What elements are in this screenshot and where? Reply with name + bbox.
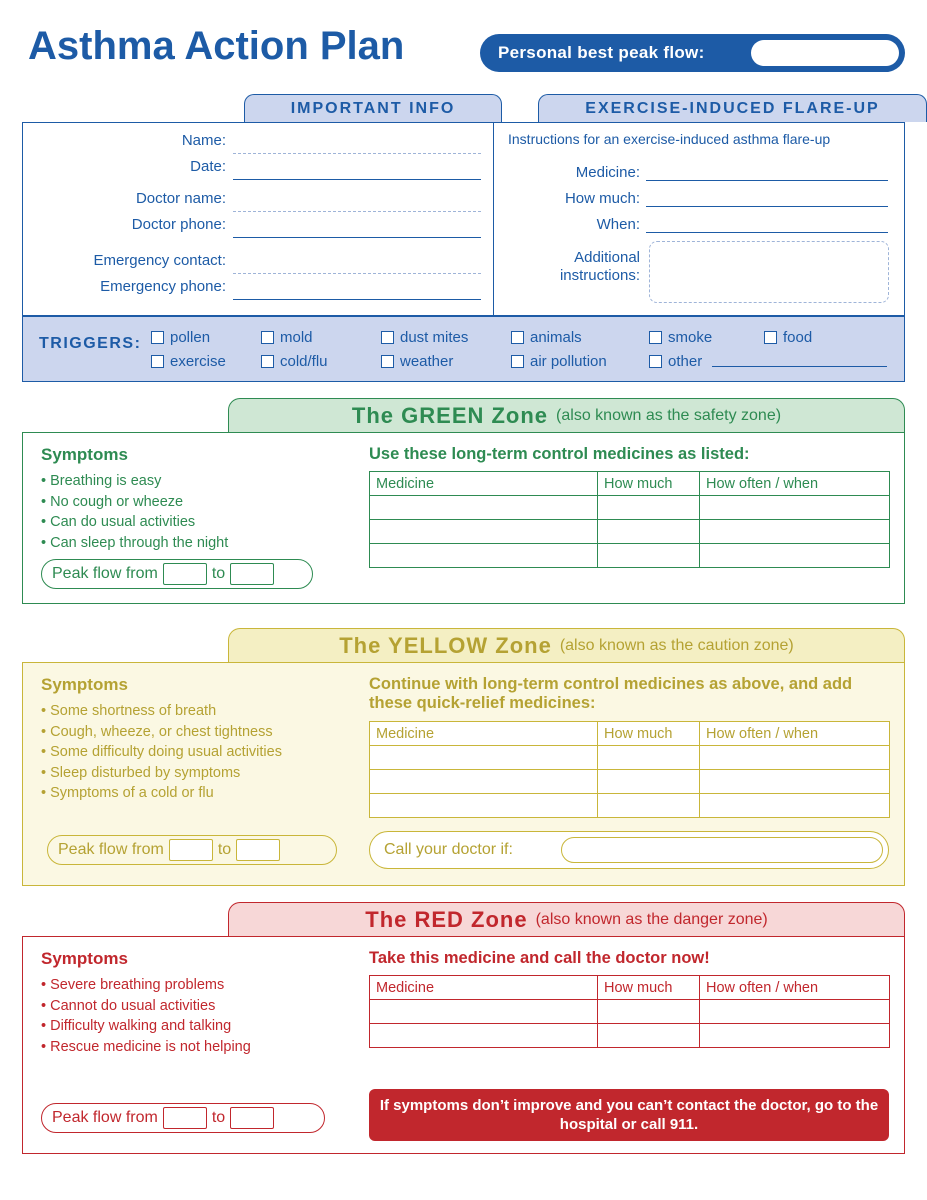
red-medicine-table bbox=[369, 975, 890, 1048]
red-zone-body bbox=[22, 936, 905, 1154]
exercise-additional-input[interactable] bbox=[649, 241, 889, 303]
personal-best-input[interactable] bbox=[751, 40, 899, 66]
field-emergency-phone-input[interactable] bbox=[233, 273, 481, 300]
green-zone-subtitle: (also known as the safety zone) bbox=[556, 406, 782, 424]
trigger-cold-flu-label: cold/flu bbox=[280, 352, 328, 370]
red-zone-title: The RED Zone bbox=[365, 906, 528, 932]
field-name-input[interactable] bbox=[233, 127, 481, 154]
col-medicine: Medicine bbox=[370, 976, 598, 1000]
field-doctor-name[interactable] bbox=[23, 185, 493, 211]
trigger-animals-label: animals bbox=[530, 328, 582, 346]
page-title: Asthma Action Plan bbox=[28, 24, 405, 68]
yellow-zone-tab bbox=[228, 628, 905, 662]
table-header-row bbox=[370, 472, 890, 496]
yellow-call-doctor-label: Call your doctor if: bbox=[384, 841, 513, 858]
red-peak-to-label: to bbox=[211, 1109, 226, 1126]
exercise-medicine[interactable] bbox=[494, 157, 904, 181]
trigger-weather[interactable] bbox=[381, 353, 511, 370]
trigger-dust-mites[interactable] bbox=[381, 329, 511, 346]
list-item: • Some difficulty doing usual activities bbox=[41, 744, 282, 760]
field-doctor-name-label: Doctor name: bbox=[135, 189, 226, 207]
field-emergency-contact-input[interactable] bbox=[233, 247, 481, 274]
list-item: • Breathing is easy bbox=[41, 473, 162, 489]
list-item: • Difficulty walking and talking bbox=[41, 1018, 232, 1034]
list-item: • Some shortness of breath bbox=[41, 703, 217, 719]
checkbox-icon[interactable] bbox=[261, 355, 274, 368]
title-row bbox=[22, 22, 905, 80]
red-zone bbox=[22, 902, 905, 1154]
red-emergency-alert-text: If symptoms don’t improve and you can’t contact the doctor, go to the hospital or call 911. bbox=[379, 1097, 879, 1133]
list-item: • Rescue medicine is not helping bbox=[41, 1038, 251, 1055]
exercise-when-input[interactable] bbox=[646, 214, 888, 233]
table-row[interactable] bbox=[370, 1000, 890, 1024]
list-item: • Symptoms of a cold or flu bbox=[41, 785, 214, 801]
green-peak-from-input[interactable] bbox=[163, 563, 207, 585]
trigger-food-label: food bbox=[783, 328, 813, 346]
checkbox-icon[interactable] bbox=[381, 331, 394, 344]
col-how-often: How often / when bbox=[700, 472, 890, 496]
table-row[interactable] bbox=[370, 544, 890, 568]
green-zone bbox=[22, 398, 905, 608]
green-zone-title: The GREEN Zone bbox=[351, 402, 549, 428]
col-medicine: Medicine bbox=[370, 472, 598, 496]
checkbox-icon[interactable] bbox=[151, 355, 164, 368]
trigger-weather-label: weather bbox=[400, 352, 454, 370]
triggers-section bbox=[22, 316, 905, 382]
green-peak-to-input[interactable] bbox=[230, 563, 274, 585]
triggers-grid bbox=[151, 325, 899, 373]
triggers-label: TRIGGERS: bbox=[39, 335, 142, 352]
green-medicine-heading: Use these long-term control medicines as listed: bbox=[369, 445, 750, 463]
col-how-much: How much bbox=[598, 976, 700, 1000]
exercise-tab-label: EXERCISE-INDUCED FLARE-UP bbox=[585, 99, 880, 117]
exercise-additional-label: Additional instructions: bbox=[559, 249, 640, 284]
red-peak-flow-label: Peak flow from bbox=[52, 1109, 158, 1126]
exercise-when-label: When: bbox=[596, 216, 640, 233]
trigger-mold-label: mold bbox=[280, 328, 313, 346]
personal-best-peak-flow bbox=[480, 34, 905, 72]
trigger-other-input[interactable] bbox=[712, 352, 887, 367]
field-emergency-contact[interactable] bbox=[23, 247, 493, 273]
trigger-other[interactable] bbox=[649, 353, 702, 370]
yellow-peak-from-input[interactable] bbox=[169, 839, 213, 861]
yellow-call-doctor bbox=[369, 831, 889, 869]
table-row[interactable] bbox=[370, 1024, 890, 1048]
green-peak-to-label: to bbox=[211, 565, 226, 582]
exercise-howmuch[interactable] bbox=[494, 183, 904, 207]
trigger-animals[interactable] bbox=[511, 329, 649, 346]
trigger-smoke[interactable] bbox=[649, 329, 764, 346]
table-row[interactable] bbox=[370, 520, 890, 544]
col-how-much: How much bbox=[598, 722, 700, 746]
green-peak-flow bbox=[41, 559, 313, 589]
red-peak-flow bbox=[41, 1103, 325, 1133]
red-peak-from-input[interactable] bbox=[163, 1107, 207, 1129]
green-symptoms-list bbox=[41, 471, 228, 553]
exercise-panel bbox=[494, 122, 905, 316]
red-symptoms-title: Symptoms bbox=[41, 949, 128, 968]
list-item: • Sleep disturbed by symptoms bbox=[41, 764, 241, 781]
exercise-medicine-input[interactable] bbox=[646, 162, 888, 181]
trigger-pollen[interactable] bbox=[151, 329, 261, 346]
field-doctor-phone[interactable] bbox=[23, 211, 493, 237]
checkbox-icon[interactable] bbox=[511, 331, 524, 344]
yellow-call-doctor-input[interactable] bbox=[561, 837, 883, 863]
field-doctor-phone-input[interactable] bbox=[233, 211, 481, 238]
exercise-intro: Instructions for an exercise-induced asthma flare-up bbox=[508, 131, 831, 147]
trigger-pollen-label: pollen bbox=[170, 328, 211, 346]
trigger-other-label: other bbox=[668, 352, 703, 370]
trigger-air-pollution[interactable] bbox=[511, 353, 649, 370]
table-row[interactable] bbox=[370, 746, 890, 770]
col-how-much: How much bbox=[598, 472, 700, 496]
list-item: • Cough, wheeze, or chest tightness bbox=[41, 723, 273, 740]
field-date-input[interactable] bbox=[233, 153, 481, 180]
field-name-label: Name: bbox=[181, 131, 226, 149]
field-emergency-contact-label: Emergency contact: bbox=[93, 251, 226, 269]
trigger-dust-mites-label: dust mites bbox=[400, 328, 469, 346]
field-doctor-name-input[interactable] bbox=[233, 185, 481, 212]
green-symptoms-title: Symptoms bbox=[41, 445, 128, 464]
field-date-label: Date: bbox=[190, 157, 226, 175]
red-zone-tab bbox=[228, 902, 905, 936]
table-row[interactable] bbox=[370, 794, 890, 818]
trigger-cold-flu[interactable] bbox=[261, 353, 381, 370]
yellow-peak-to-input[interactable] bbox=[236, 839, 280, 861]
exercise-howmuch-label: How much: bbox=[564, 190, 640, 207]
red-peak-to-input[interactable] bbox=[230, 1107, 274, 1129]
red-symptoms-list bbox=[41, 975, 251, 1057]
red-zone-subtitle: (also known as the danger zone) bbox=[535, 910, 768, 928]
field-name[interactable] bbox=[23, 127, 493, 153]
green-peak-flow-label: Peak flow from bbox=[52, 565, 158, 582]
yellow-peak-flow bbox=[47, 835, 337, 865]
field-date[interactable] bbox=[23, 153, 493, 179]
info-block bbox=[22, 94, 905, 382]
exercise-when[interactable] bbox=[494, 209, 904, 233]
checkbox-icon[interactable] bbox=[151, 331, 164, 344]
list-item: • No cough or wheeze bbox=[41, 493, 184, 510]
list-item: • Severe breathing problems bbox=[41, 977, 225, 993]
checkbox-icon[interactable] bbox=[649, 355, 662, 368]
green-zone-tab bbox=[228, 398, 905, 432]
triggers-row-2 bbox=[151, 349, 899, 373]
yellow-medicine-table bbox=[369, 721, 890, 818]
trigger-air-pollution-label: air pollution bbox=[530, 352, 607, 370]
red-medicine-heading: Take this medicine and call the doctor now! bbox=[369, 949, 710, 967]
checkbox-icon[interactable] bbox=[649, 331, 662, 344]
personal-best-label: Personal best peak flow: bbox=[498, 43, 705, 62]
checkbox-icon[interactable] bbox=[511, 355, 524, 368]
list-item: • Cannot do usual activities bbox=[41, 997, 216, 1014]
exercise-howmuch-input[interactable] bbox=[646, 188, 888, 207]
checkbox-icon[interactable] bbox=[261, 331, 274, 344]
trigger-mold[interactable] bbox=[261, 329, 381, 346]
field-doctor-phone-label: Doctor phone: bbox=[131, 215, 226, 233]
field-emergency-phone-label: Emergency phone: bbox=[100, 277, 226, 295]
trigger-food[interactable] bbox=[764, 329, 812, 346]
exercise-medicine-label: Medicine: bbox=[575, 164, 640, 181]
yellow-symptoms-title: Symptoms bbox=[41, 675, 128, 694]
table-row[interactable] bbox=[370, 496, 890, 520]
important-info-tab-label: IMPORTANT INFO bbox=[290, 99, 456, 117]
checkbox-icon[interactable] bbox=[381, 355, 394, 368]
yellow-zone-body bbox=[22, 662, 905, 886]
field-emergency-phone[interactable] bbox=[23, 273, 493, 299]
yellow-zone bbox=[22, 628, 905, 886]
important-info-tab bbox=[244, 94, 502, 122]
yellow-medicine-heading: Continue with long-term control medicines as above, and add these quick-relief medicines: bbox=[369, 675, 853, 712]
trigger-smoke-label: smoke bbox=[668, 328, 713, 346]
table-header-row bbox=[370, 976, 890, 1000]
col-how-often: How often / when bbox=[700, 976, 890, 1000]
trigger-exercise-label: exercise bbox=[170, 352, 226, 370]
green-medicine-table bbox=[369, 471, 890, 568]
checkbox-icon[interactable] bbox=[764, 331, 777, 344]
col-how-often: How often / when bbox=[700, 722, 890, 746]
yellow-zone-subtitle: (also known as the caution zone) bbox=[559, 636, 794, 654]
red-emergency-alert bbox=[369, 1089, 889, 1141]
yellow-peak-to-label: to bbox=[217, 841, 232, 858]
yellow-peak-flow-label: Peak flow from bbox=[58, 841, 164, 858]
yellow-symptoms-list bbox=[41, 701, 282, 804]
list-item: • Can sleep through the night bbox=[41, 534, 229, 551]
important-info-panel bbox=[22, 122, 494, 316]
green-zone-body bbox=[22, 432, 905, 604]
col-medicine: Medicine bbox=[370, 722, 598, 746]
exercise-tab bbox=[538, 94, 927, 122]
list-item: • Can do usual activities bbox=[41, 514, 196, 530]
triggers-row-1 bbox=[151, 325, 899, 349]
trigger-exercise[interactable] bbox=[151, 353, 261, 370]
yellow-zone-title: The YELLOW Zone bbox=[339, 632, 552, 658]
table-row[interactable] bbox=[370, 770, 890, 794]
table-header-row bbox=[370, 722, 890, 746]
